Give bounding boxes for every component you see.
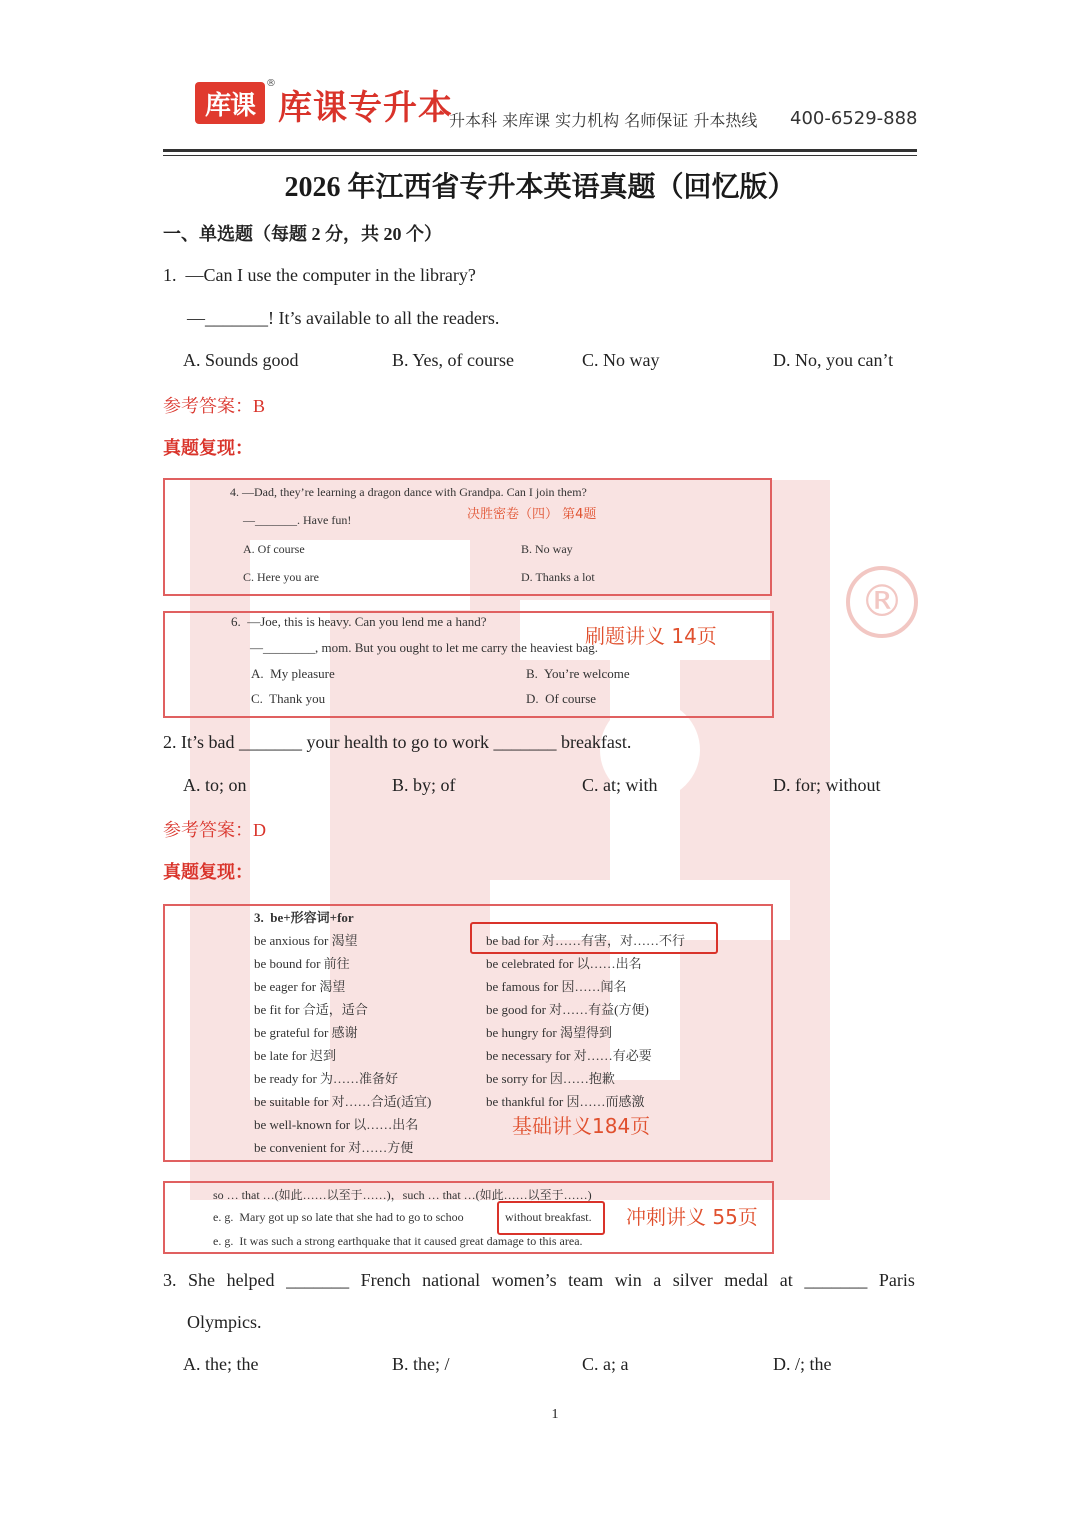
q3-stem	[163, 1270, 915, 1291]
q2-recall-label: 真题复现：	[163, 862, 253, 882]
q3-word: team	[568, 1270, 604, 1290]
q3-word: women’s	[491, 1270, 557, 1290]
q3-word: silver	[672, 1270, 713, 1290]
box4-highlighted-phrase: without breakfast.	[505, 1210, 592, 1224]
q1-option-c: C. No way	[582, 350, 660, 370]
q3-word: _______	[286, 1270, 350, 1290]
q3-word: at	[779, 1270, 793, 1290]
q1-stem: 1. —Can I use the computer in the library?	[163, 265, 476, 285]
box2-option-c: C. Thank you	[251, 691, 326, 706]
q3-option-d: D. /; the	[773, 1354, 832, 1374]
box3-left-item: be eager for 渴望	[254, 979, 346, 994]
box3-left-item: be convenient for 对……方便	[254, 1140, 414, 1155]
q2-answer: 参考答案：D	[163, 820, 266, 840]
box3-reference: 基础讲义184页	[512, 1114, 651, 1138]
box2-option-b: B. You’re welcome	[526, 666, 630, 681]
logo-registered-mark: ®	[266, 78, 276, 89]
q3-word: She	[188, 1270, 216, 1290]
box1-option-c: C. Here you are	[243, 570, 319, 584]
box3-right-item: be famous for 因……闻名	[486, 979, 627, 994]
box4-line-3: e. g. It was such a strong earthquake that it caused great damage to this area.	[213, 1234, 583, 1248]
q1-recall-label: 真题复现：	[163, 438, 253, 458]
box1-option-b: B. No way	[521, 542, 573, 556]
q2-option-c: C. at; with	[582, 775, 658, 795]
box3-right-item: be sorry for 因……抱歉	[486, 1071, 615, 1086]
q3-word: 3.	[163, 1270, 177, 1290]
box3-left-item: be ready for 为……准备好	[254, 1071, 399, 1086]
q1-answer: 参考答案：B	[163, 396, 266, 416]
q3-word: win	[614, 1270, 642, 1290]
q3-option-c: C. a; a	[582, 1354, 629, 1374]
page-number: 1	[551, 1407, 559, 1422]
box4-highlight	[497, 1201, 605, 1235]
box1-reference: 决胜密卷（四） 第4题	[467, 507, 597, 522]
box1-option-a: A. Of course	[243, 542, 305, 556]
box3-left-item: be anxious for 渴望	[254, 933, 358, 948]
box3-left-item: be well-known for 以……出名	[254, 1117, 419, 1132]
box3-left-item: be suitable for 对……合适(适宜)	[254, 1094, 432, 1109]
box1-blank: —_______. Have fun!	[243, 513, 352, 527]
box2-option-a: A. My pleasure	[251, 666, 335, 681]
q3-word: _______	[804, 1270, 868, 1290]
box3-right-item: be bad for 对……有害，对……不行	[486, 933, 685, 948]
q1-option-b: B. Yes, of course	[392, 350, 515, 370]
box2-reference: 刷题讲义 14页	[585, 624, 717, 648]
registered-mark-watermark: ®	[846, 566, 918, 638]
box4-reference: 冲刺讲义 55页	[626, 1205, 758, 1229]
box3-right-item: be thankful for 因……而感激	[486, 1094, 645, 1109]
box3-highlight	[470, 922, 718, 954]
header-rule-thick	[163, 149, 917, 152]
q3-stem-continued: Olympics.	[187, 1312, 262, 1332]
box3-left-item: be fit for 合适，适合	[254, 1002, 368, 1017]
q2-option-d: D. for; without	[773, 775, 881, 795]
box3-right-item: be necessary for 对……有必要	[486, 1048, 652, 1063]
document-title: 2026 年江西省专升本英语真题（回忆版）	[284, 172, 796, 203]
section-heading: 一、单选题（每题 2 分，共 20 个）	[163, 224, 442, 244]
box1-question: 4. —Dad, they’re learning a dragon dance with Grandpa. Can I join them?	[230, 485, 587, 499]
slogan: 升本科 来库课 实力机构 名师保证 升本热线	[449, 111, 758, 130]
box4-line-2: e. g. Mary got up so late that she had to go to schoo	[213, 1210, 464, 1224]
q3-option-b: B. the; /	[392, 1354, 450, 1374]
box3-right-item: be celebrated for 以……出名	[486, 956, 642, 971]
logo: 库课	[195, 82, 265, 124]
q3-word: a	[653, 1270, 662, 1290]
q1-option-d: D. No, you can’t	[773, 350, 894, 370]
q2-stem: 2. It’s bad _______ your health to go to work _______ breakfast.	[163, 732, 632, 752]
brand-name: 库课专升本	[278, 88, 453, 128]
q1-option-a: A. Sounds good	[183, 350, 299, 370]
q3-word: national	[422, 1270, 481, 1290]
q3-word: medal	[724, 1270, 769, 1290]
box2-option-d: D. Of course	[526, 691, 597, 706]
q1-response: —_______! It’s available to all the readers.	[187, 308, 500, 328]
q3-word: helped	[226, 1270, 275, 1290]
q2-option-b: B. by; of	[392, 775, 456, 795]
box2-question: 6. —Joe, this is heavy. Can you lend me a hand?	[231, 614, 487, 629]
box3-right-item: be hungry for 渴望得到	[486, 1025, 613, 1040]
box3-right-item: be good for 对……有益(方便)	[486, 1002, 649, 1017]
box1-option-d: D. Thanks a lot	[521, 570, 595, 584]
q3-option-a: A. the; the	[183, 1354, 259, 1374]
hotline-number: 400-6529-888	[790, 108, 918, 129]
box3-heading: 3. be+形容词+for	[254, 910, 354, 925]
q3-word: French	[360, 1270, 411, 1290]
box2-blank: —________, mom. But you ought to let me carry the heaviest bag.	[250, 640, 599, 655]
box4-line-1: so … that …(如此……以至于……)，such … that …(如此……以至于……)	[213, 1188, 592, 1202]
q3-word: Paris	[878, 1270, 915, 1290]
q2-option-a: A. to; on	[183, 775, 247, 795]
box3-left-item: be bound for 前往	[254, 956, 350, 971]
box3-left-item: be grateful for 感谢	[254, 1025, 358, 1040]
box3-left-item: be late for 迟到	[254, 1048, 336, 1063]
header-rule-thin	[163, 155, 917, 156]
